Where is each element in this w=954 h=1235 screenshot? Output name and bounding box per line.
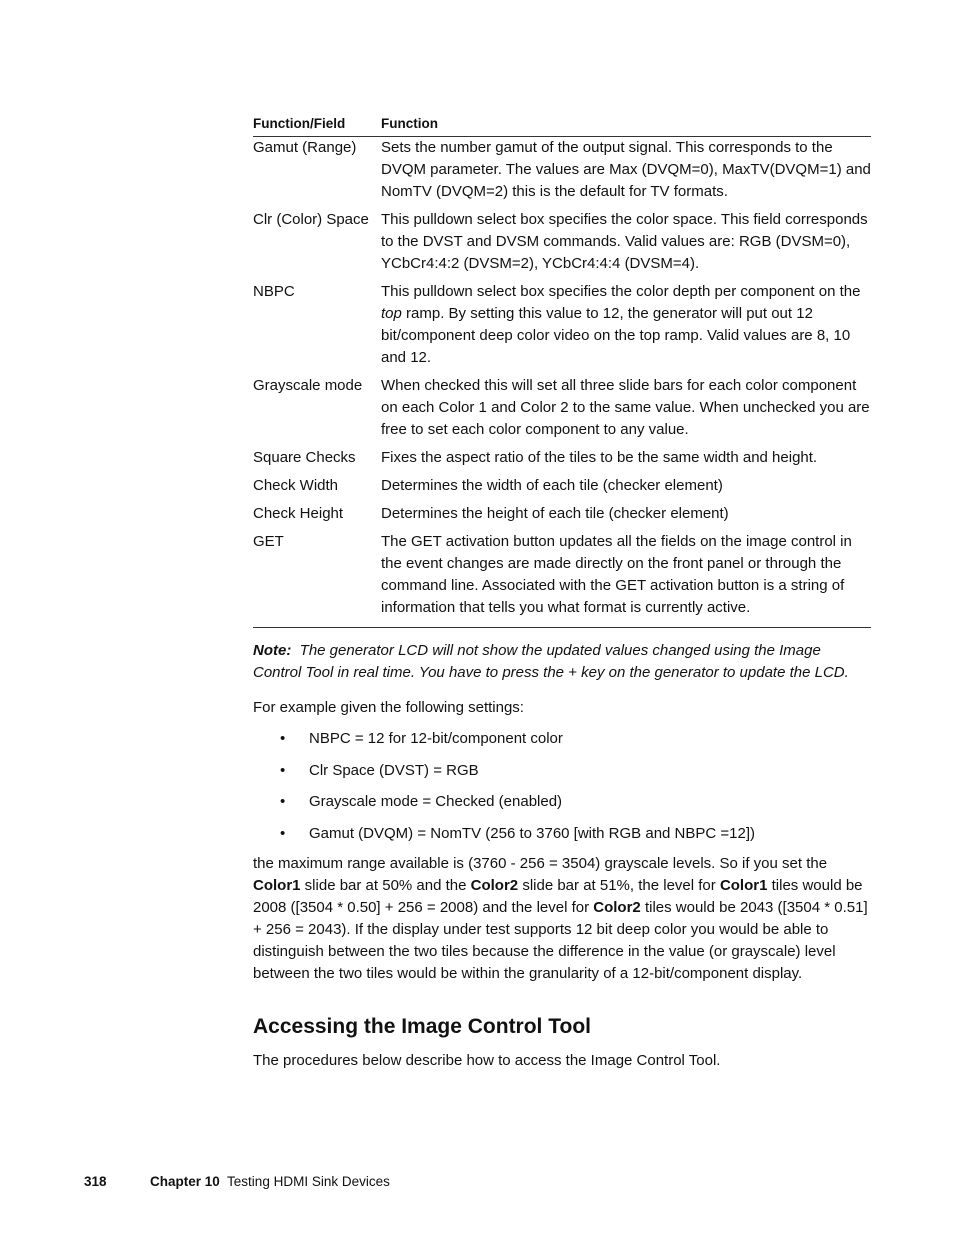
bullet-icon: • [280,730,286,747]
list-item [253,728,871,750]
bold-term: Color1 [719,877,768,894]
field-cell: Clr (Color) Space [253,211,369,228]
chapter-label: Chapter 10 [150,1174,220,1189]
settings-list [253,728,871,845]
list-item [253,791,871,813]
note-label: Note: [253,642,292,659]
function-cell: The GET activation button updates all the fields on the image control in the event changes are made directly on the front panel or through the command line. Associated with the GET activation button is a string of information that tells you what format is currently active. [381,531,871,628]
bold-term: Color2 [470,877,519,894]
list-item-text: Clr Space (DVST) = RGB [309,761,479,779]
field-cell: Check Height [253,505,344,522]
function-cell: Fixes the aspect ratio of the tiles to be the same width and height. [381,449,818,466]
page-number: 318 [84,1174,107,1189]
function-text: This pulldown select box specifies the color depth per component on the [381,283,861,300]
list-item-text: Gamut (DVQM) = NomTV (256 to 3760 [with RGB and NBPC =12]) [309,824,756,842]
table-row [253,209,871,281]
bold-term: Color1 [253,877,301,894]
bold-term: Color2 [593,899,641,916]
list-item [253,823,871,845]
bullet-icon: • [280,793,286,810]
note [253,640,871,684]
bullet-icon: • [280,761,286,779]
table-row [253,531,871,628]
field-cell: Check Width [253,477,339,494]
column-header-function: Function [381,114,871,137]
paragraph-text: slide bar at 50% and the [300,877,471,894]
field-cell: NBPC [253,283,295,300]
table-row [253,447,871,475]
function-text: ramp. By setting this value to 12, the generator will put out 12 bit/component deep color video on the top ramp. Valid values are 8, 10 and 12. [381,305,851,366]
emphasis-text: top [381,305,402,322]
bullet-icon: • [280,824,286,842]
column-header-field: Function/Field [253,114,381,137]
paragraph-text: slide bar at 51%, the level for [518,877,720,894]
table-row [253,281,871,375]
note-text: The generator LCD will not show the updated values changed using the Image Control Tool in real time. You have to press the + key on the generator to update the LCD. [253,642,849,681]
field-cell: Gamut (Range) [253,139,357,156]
function-cell: Determines the height of each tile (checker element) [381,505,729,522]
table-row [253,375,871,447]
section-heading: Accessing the Image Control Tool [253,1015,591,1038]
table-row [253,503,871,531]
page-footer [84,1173,390,1191]
field-cell: GET [253,531,381,628]
list-item [253,760,871,782]
function-table [253,114,871,628]
paragraph-text: tiles would be 2043 ([3504 * 0.51] + 256 = 2043). If the display under test supports 12 bit deep color you would be able to distinguish between the two tiles because the difference in the value (or grayscale) level between the two tiles would be within the granularity of a 12-bit/component display. [253,899,868,982]
function-cell: Sets the number gamut of the output signal. This corresponds to the DVQM parameter. The values are Max (DVQM=0), MaxTV(DVQM=1) and NomTV (DVQM=2) this is the default for TV formats. [381,139,871,200]
table-row [253,475,871,503]
paragraph-text: the maximum range available is (3760 - 256 = 3504) grayscale levels. So if you set the [253,855,828,872]
table-header-row [253,114,871,137]
function-cell: Determines the width of each tile (checker element) [381,477,723,494]
body-paragraph [253,853,871,985]
field-cell: Grayscale mode [253,377,363,394]
list-item-text: Grayscale mode = Checked (enabled) [309,793,563,810]
paragraph-text: tiles would be 2008 ([3504 * 0.50] + 256 = 2008) and the level for [253,877,863,916]
page-content [253,114,871,1072]
chapter-title: Testing HDMI Sink Devices [227,1174,390,1189]
table-row [253,137,871,210]
section-text: The procedures below describe how to access the Image Control Tool. [253,1052,721,1069]
field-cell: Square Checks [253,449,356,466]
function-cell: When checked this will set all three slide bars for each color component on each Color 1 and Color 2 to the same value. When unchecked you are free to set each color component to any value. [381,377,870,438]
intro-text: For example given the following settings: [253,699,524,716]
list-item-text: NBPC = 12 for 12-bit/component color [309,730,563,747]
function-cell: This pulldown select box specifies the color space. This field corresponds to the DVST and DVSM commands. Valid values are: RGB (DVSM=0), YCbCr4:4:2 (DVSM=2), YCbCr4:4:4 (DVSM=4). [381,211,868,272]
function-cell [381,281,871,375]
